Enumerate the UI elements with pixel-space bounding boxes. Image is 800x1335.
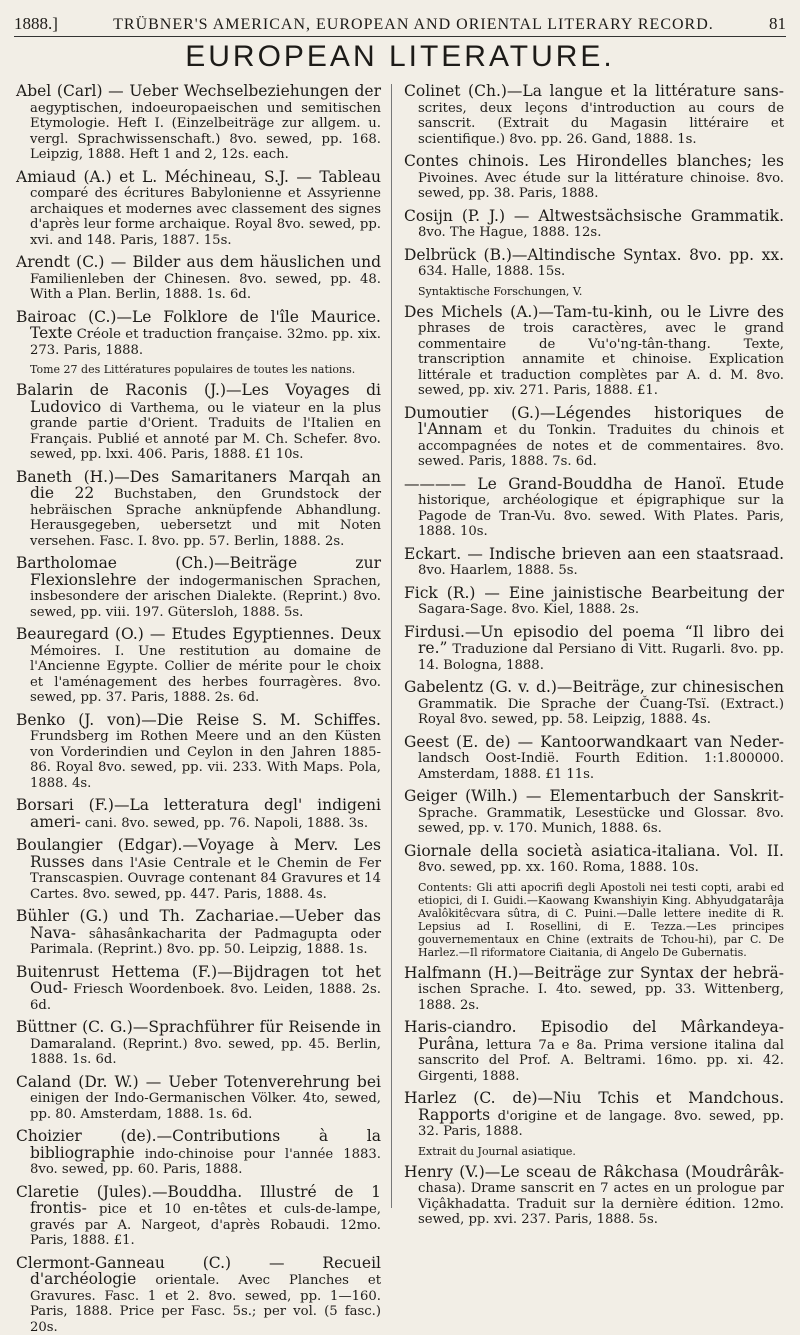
bibliography-entry (16, 170, 381, 249)
bibliography-entry (404, 1165, 784, 1228)
running-head (14, 4, 786, 37)
entry-heading: Baneth (H.)—Des Samaritaners Marqah an die 22 (16, 468, 381, 503)
entry-heading: Henry (V.)—Le sceau de Râkchasa (Moudrârâk- (404, 1163, 784, 1181)
entry-heading: Bühler (G.) und Th. Zachariae.—Ueber das Nava- (16, 907, 381, 942)
entry-heading: Geest (E. de) — Kantoorwandkaart van Neder- (404, 733, 784, 751)
entry-note: Contents: Gli atti apocrifi degli Apostoli nei testi copti, arabi ed etiopici, di I. Guidi.—Kaowang Kwanshiyin King. Abhyudgatarâja Avalôkitêcvara sûtra, di C. Puini.—Dalle lettere inedite di R. Lepsius ad I. Rosellini, di E. Tezza.—Les principes gouvernementaux en Chine (extraits de Tchou-hi), par C. De Harlez.—Il riformatore Ciaitania, di Angelo De Gubernatis. (404, 881, 784, 959)
bibliography-entry (404, 547, 784, 579)
entry-details: 8vo. Haarlem, 1888. 5s. (418, 563, 578, 578)
entry-heading: Balarin de Raconis (J.)—Les Voyages di Ludovico (16, 381, 381, 416)
entry-details: landsch Oost-Indië. Fourth Edition. 1:1.800000. Amsterdam, 1888. £1 11s. (418, 751, 784, 782)
bibliography-entry (404, 84, 784, 147)
entry-heading: Beauregard (O.) — Etudes Egyptiennes. Deux (16, 625, 381, 643)
running-head-year: 1888.] (14, 14, 58, 34)
entry-details: Traduzione dal Persiano di Vitt. Rugarli. 8vo. pp. 14. Bologna, 1888. (418, 642, 784, 673)
entry-details: orientale. Avec Planches et Gravures. Fasc. 1 et 2. 8vo. sewed, pp. 1—160. Paris, 1888. Price per Fasc. 5s.; per vol. (5 fasc.) 20s. (30, 1273, 381, 1335)
bibliography-entry (404, 406, 784, 470)
bibliography-entry (404, 844, 784, 876)
entry-details: Sprache. Grammatik, Lesestücke und Glossar. 8vo. sewed, pp. v. 170. Munich, 1888. 6s. (418, 806, 784, 837)
entry-details: cani. 8vo. sewed, pp. 76. Napoli, 1888. 3s. (85, 816, 368, 831)
entry-heading: Giornale della società asiatica-italiana. Vol. II. (404, 842, 784, 860)
bibliography-entry (16, 965, 381, 1014)
entry-details: sâhasânkacharita der Padmagupta oder Parimala. (Reprint.) 8vo. pp. 50. Leipzig, 1888. 1s. (30, 927, 381, 958)
bibliography-entry (404, 735, 784, 783)
bibliography-entry (16, 84, 381, 163)
bibliography-entry (16, 627, 381, 706)
entry-details: phrases de trois caractères, avec le grand commentaire de Vu'o'ng-tân-thang. Texte, transcription annamite et chinoise. Explication littérale et traduction complètes par A. d. M. 8vo. sewed, pp. xiv. 271. Paris, 1888. £1. (418, 321, 784, 398)
entry-heading: Buitenrust Hettema (F.)—Bijdragen tot het Oud- (16, 963, 381, 998)
entry-details: einigen der Indo-Germanischen Völker. 4to, sewed, pp. 80. Amsterdam, 1888. 1s. 6d. (30, 1091, 381, 1122)
entry-heading: Borsari (F.)—La letteratura degl' indigeni ameri- (16, 796, 381, 831)
entry-details: et du Tonkin. Traduites du chinois et accompagnées de notes et de commentaires. 8vo. sewed. Paris, 1888. 7s. 6d. (418, 423, 784, 469)
bibliography-entry (16, 255, 381, 303)
two-column-body (8, 84, 792, 1208)
bibliography-entry (16, 383, 381, 463)
entry-heading: Büttner (C. G.)—Sprachführer für Reisende in (16, 1018, 381, 1036)
bibliography-entry (16, 1020, 381, 1068)
entry-heading: Amiaud (A.) et L. Méchineau, S.J. — Tableau (16, 168, 381, 186)
entry-heading: Halfmann (H.)—Beiträge zur Syntax der hebrä- (404, 964, 784, 982)
entry-details: pice et 10 en-têtes et culs-de-lampe, gravés par A. Nargeot, d'après Robaudi. 12mo. Paris, 1888. £1. (30, 1202, 381, 1248)
entry-details: Pivoines. Avec étude sur la littérature chinoise. 8vo. sewed, pp. 38. Paris, 1888. (418, 171, 784, 202)
bibliography-entry (404, 305, 784, 399)
bibliography-entry (404, 586, 784, 618)
entry-details: scrites, deux leçons d'introduction au cours de sanscrit. (Extrait du Magasin littéraire et scientifique.) 8vo. pp. 26. Gand, 1888. 1s. (418, 101, 784, 147)
entry-details: 634. Halle, 1888. 15s. (418, 264, 565, 279)
entry-details: indo-chinoise pour l'année 1883. 8vo. sewed, pp. 60. Paris, 1888. (30, 1147, 381, 1178)
bibliography-entry (16, 838, 381, 902)
entry-heading: Geiger (Wilh.) — Elementarbuch der Sanskrit- (404, 787, 784, 805)
entry-details: Grammatik. Die Sprache der Čuang-Tsï. (Extract.) Royal 8vo. sewed, pp. 58. Leipzig, 1888. 4s. (418, 697, 784, 728)
entry-heading: Harlez (C. de)—Niu Tchis et Mandchous. Rapports (404, 1089, 784, 1124)
entry-note: Extrait du Journal asiatique. (404, 1145, 784, 1158)
entry-heading: Colinet (Ch.)—La langue et la littérature sans- (404, 82, 784, 100)
bibliography-entry (404, 154, 784, 202)
entry-details: Familienleben der Chinesen. 8vo. sewed, pp. 48. With a Plan. Berlin, 1888. 1s. 6d. (30, 272, 381, 303)
entry-heading: Abel (Carl) — Ueber Wechselbeziehungen der (16, 82, 381, 100)
entry-heading: Des Michels (A.)—Tam-tu-kinh, ou le Livre des (404, 303, 784, 321)
bibliography-entry (404, 209, 784, 241)
left-column (8, 84, 392, 1208)
entry-heading: Gabelentz (G. v. d.)—Beiträge, zur chinesischen (404, 678, 784, 696)
entry-details: historique, archéologique et épigraphique sur la Pagode de Tran-Vu. 8vo. sewed. With Plates. Paris, 1888. 10s. (418, 493, 784, 539)
running-head-title: TRÜBNER'S AMERICAN, EUROPEAN AND ORIENTAL LITERARY RECORD. (113, 16, 714, 34)
entry-heading: Haris-ciandro. Episodio del Mârkandeya-Purâna, (404, 1018, 784, 1053)
entry-note: Tome 27 des Littératures populaires de toutes les nations. (16, 363, 381, 376)
entry-details: chasa). Drame sanscrit en 7 actes en un prologue par Viçâkhadatta. Traduit sur la dernière édition. 12mo. sewed, pp. xvi. 237. Paris, 1888. 5s. (418, 1181, 784, 1227)
bibliography-entry (16, 798, 381, 831)
bibliography-entry (404, 625, 784, 674)
page-number: 81 (769, 14, 786, 34)
entry-heading: Clermont-Ganneau (C.) — Recueil d'archéologie (16, 1254, 381, 1289)
bibliography-entry (404, 1091, 784, 1140)
entry-heading: Contes chinois. Les Hirondelles blanches; les (404, 152, 784, 170)
bibliography-entry (16, 556, 381, 620)
entry-heading: Claretie (Jules).—Bouddha. Illustré de 1 frontis- (16, 1183, 381, 1218)
bibliography-entry (16, 713, 381, 792)
entry-details: Friesch Woordenboek. 8vo. Leiden, 1888. 2s. 6d. (30, 982, 381, 1013)
entry-details: Damaraland. (Reprint.) 8vo. sewed, pp. 45. Berlin, 1888. 1s. 6d. (30, 1037, 381, 1068)
entry-details: Créole et traduction française. 32mo. pp. xix. 273. Paris, 1888. (30, 327, 381, 358)
section-title: EUROPEAN LITERATURE. (0, 40, 800, 74)
bibliography-entry (404, 789, 784, 837)
entry-heading: Choizier (de).—Contributions à la bibliographie (16, 1127, 381, 1162)
bibliography-entry (404, 1020, 784, 1084)
entry-heading: Fick (R.) — Eine jainistische Bearbeitung der (404, 584, 784, 602)
bibliography-entry (16, 310, 381, 359)
entry-details: 8vo. sewed, pp. xx. 160. Roma, 1888. 10s. (418, 860, 699, 875)
bibliography-entry (16, 1256, 381, 1335)
bibliography-entry (404, 680, 784, 728)
entry-heading: Bairoac (C.)—Le Folklore de l'île Maurice. Texte (16, 308, 381, 343)
bibliography-entry (16, 470, 381, 550)
entry-heading: Arendt (C.) — Bilder aus dem häuslichen und (16, 253, 381, 271)
bibliography-entry (16, 909, 381, 958)
entry-details: comparé des écritures Babylonienne et Assyrienne archaiques et modernes avec classement des signes d'après leur forme archaique. Royal 8vo. sewed, pp. xvi. and 148. Paris, 1887. 15s. (30, 186, 381, 248)
right-column (392, 84, 792, 1208)
entry-heading: Firdusi.—Un episodio del poema “Il libro dei re.” (404, 623, 784, 658)
entry-details: di Varthema, ou le viateur en la plus grande partie d'Orient. Traduits de l'Italien en Français. Publié et annoté par M. Ch. Schefer. 8vo. sewed, pp. lxxi. 406. Paris, 1888. £1 10s. (30, 401, 381, 463)
entry-heading: Eckart. — Indische brieven aan een staatsraad. (404, 545, 784, 563)
entry-details: lettura 7a e 8a. Prima versione italina dal sanscrito del Prof. A. Beltrami. 16mo. pp. xi. 42. Girgenti, 1888. (418, 1038, 784, 1084)
entry-heading: Bartholomae (Ch.)—Beiträge zur Flexionslehre (16, 554, 381, 589)
entry-details: d'origine et de langage. 8vo. sewed, pp. 32. Paris, 1888. (418, 1109, 784, 1140)
bibliography-entry (404, 477, 784, 540)
bibliography-entry (16, 1185, 381, 1249)
entry-heading: Delbrück (B.)—Altindische Syntax. 8vo. pp. xx. (404, 246, 784, 264)
entry-heading: Benko (J. von)—Die Reise S. M. Schiffes. (16, 711, 381, 729)
entry-heading: Caland (Dr. W.) — Ueber Totenverehrung bei (16, 1073, 381, 1091)
entry-details: der indogermanischen Sprachen, insbesondere der arischen Dialekte. (Reprint.) 8vo. sewed, pp. viii. 197. Gütersloh, 1888. 5s. (30, 574, 381, 620)
bibliography-entry (16, 1129, 381, 1178)
entry-details: Buchstaben, den Grundstock der hebräischen Sprache anknüpfende Abhandlung. Herausgegeben, uebersetzt und mit Noten versehen. Fasc. I. 8vo. pp. 57. Berlin, 1888. 2s. (30, 487, 381, 549)
entry-details: dans l'Asie Centrale et le Chemin de Fer Transcaspien. Ouvrage contenant 84 Gravures et 14 Cartes. 8vo. sewed, pp. 447. Paris, 1888. 4s. (30, 856, 381, 902)
entry-details: Mémoires. I. Une restitution au domaine de l'Ancienne Egypte. Collier de mérite pour le choix et l'aménagement des herbes fourragères. 8vo. sewed, pp. 37. Paris, 1888. 2s. 6d. (30, 644, 381, 706)
entry-details: Sagara-Sage. 8vo. Kiel, 1888. 2s. (418, 602, 639, 617)
entry-note: Syntaktische Forschungen, V. (404, 285, 784, 298)
entry-heading: Boulangier (Edgar).—Voyage à Merv. Les Russes (16, 836, 381, 871)
entry-heading: Dumoutier (G.)—Légendes historiques de l'Annam (404, 404, 784, 439)
entry-details: Frundsberg im Rothen Meere und an den Küsten von Vorderindien und Ceylon in den Jahren 1885-86. Royal 8vo. sewed, pp. vii. 233. With Maps. Pola, 1888. 4s. (30, 729, 381, 791)
entry-heading: ———— Le Grand-Bouddha de Hanoï. Etude (404, 475, 784, 493)
bibliography-entry (404, 248, 784, 280)
bibliography-entry (404, 966, 784, 1014)
entry-details: ischen Sprache. I. 4to. sewed, pp. 33. Wittenberg, 1888. 2s. (418, 982, 784, 1013)
entry-heading: Cosijn (P. J.) — Altwestsächsische Grammatik. (404, 207, 784, 225)
entry-details: aegyptischen, indoeuropaeischen und semitischen Etymologie. Heft I. (Einzelbeiträge zur allgem. u. vergl. Sprachwissenschaft.) 8vo. sewed, pp. 168. Leipzig, 1888. Heft 1 and 2, 12s. each. (30, 101, 381, 163)
bibliography-entry (16, 1075, 381, 1123)
entry-details: 8vo. The Hague, 1888. 12s. (418, 225, 601, 240)
